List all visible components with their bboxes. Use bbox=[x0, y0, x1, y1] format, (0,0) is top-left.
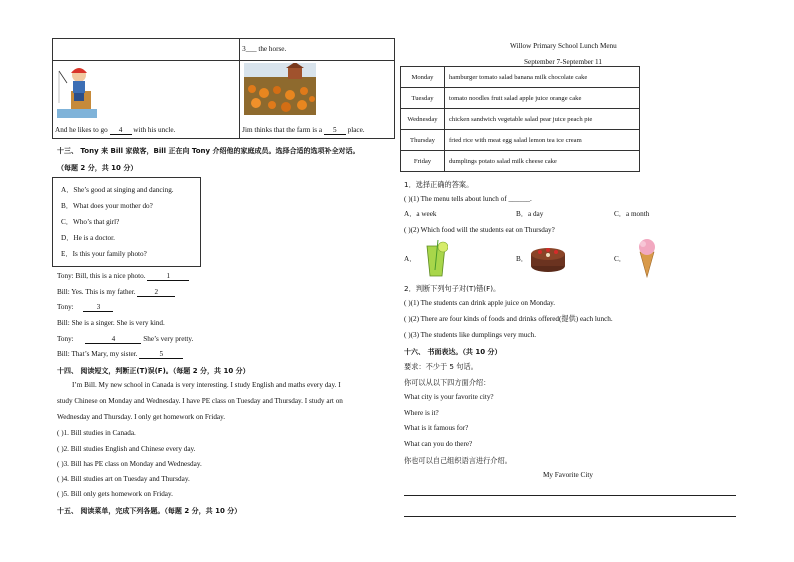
q16-requirement: 要求：不少于 5 句话。 bbox=[404, 362, 478, 371]
menu-food: hamburger tomato salad banana milk chocolate cake bbox=[445, 67, 640, 88]
q15-title: 十五、 阅读菜单，完成下列各题。（每题 2 分，共 10 分） bbox=[57, 507, 242, 515]
mc-q2-option-c[interactable]: C． bbox=[614, 255, 626, 263]
lemon-drink-image bbox=[424, 240, 448, 278]
dialog-line-6: Bill: That’s Mary, my sister. 5 bbox=[57, 351, 183, 359]
tf-right-item-3[interactable]: ( )(3) The students like dumplings very much. bbox=[404, 331, 537, 339]
menu-day: Thursday bbox=[401, 130, 445, 151]
menu-food: chicken sandwich vegetable salad pear juice peach pie bbox=[445, 109, 640, 130]
menu-table bbox=[400, 66, 640, 172]
menu-food: tomato noodles fruit salad apple juice orange cake bbox=[445, 88, 640, 109]
cell-text-fishing: And he likes to go 4 with his uncle. bbox=[55, 126, 176, 134]
answer-blank-3[interactable]: 3 bbox=[83, 304, 113, 312]
mc-q2-option-a[interactable]: A． bbox=[404, 255, 417, 263]
chocolate-cake-image bbox=[530, 244, 566, 274]
menu-day: Wednesday bbox=[401, 109, 445, 130]
tf-item-3[interactable]: ( )3. Bill has PE class on Monday and Wednesday. bbox=[57, 460, 202, 468]
table-row bbox=[401, 67, 640, 88]
mc-question-2[interactable]: ( )(2) Which food will the students eat on Thursday? bbox=[404, 226, 555, 234]
answer-blank-1[interactable]: 1 bbox=[147, 273, 189, 281]
answer-blank-2[interactable]: 2 bbox=[137, 289, 175, 297]
mc-q1-option-c[interactable]: C．a month bbox=[614, 210, 650, 218]
tf-item-2[interactable]: ( )2. Bill studies English and Chinese every day. bbox=[57, 445, 196, 453]
q16-intro: 你可以从以下四方面介绍： bbox=[404, 378, 491, 387]
q14-title: 十四、 阅读短文，判断正(T)误(F)。（每题 2 分，共 10 分） bbox=[57, 367, 250, 375]
table-cell-fishing bbox=[53, 61, 240, 139]
answer-blank-5-dialog[interactable]: 5 bbox=[139, 351, 183, 359]
tf-item-5[interactable]: ( )5. Bill only gets homework on Friday. bbox=[57, 490, 173, 498]
essay-title: My Favorite City bbox=[543, 471, 593, 479]
dialog-line-2: Bill: Yes. This is my father. 2 bbox=[57, 289, 175, 297]
table-cell-empty bbox=[53, 39, 240, 61]
option-b: B．What does your mother do? bbox=[61, 202, 153, 210]
answer-blank-5[interactable]: 5 bbox=[324, 127, 346, 135]
menu-day: Monday bbox=[401, 67, 445, 88]
mc-q1-option-b[interactable]: B．a day bbox=[516, 210, 544, 218]
dialog-line-5: Tony: 4 She’s very pretty. bbox=[57, 335, 194, 343]
menu-day: Friday bbox=[401, 151, 445, 172]
option-d: D．He is a doctor. bbox=[61, 234, 115, 242]
mc-q2-option-b[interactable]: B． bbox=[516, 255, 528, 263]
ice-cream-image bbox=[636, 238, 658, 278]
q16-question-4: What can you do there? bbox=[404, 440, 473, 448]
menu-food: dumplings potato salad milk cheese cake bbox=[445, 151, 640, 172]
tf-right-item-2[interactable]: ( )(2) There are four kinds of foods and drinks offered(提供) each lunch. bbox=[404, 315, 613, 323]
tf-right-item-1[interactable]: ( )(1) The students can drink apple juice on Monday. bbox=[404, 299, 556, 307]
q16-question-1: What city is your favorite city? bbox=[404, 393, 494, 401]
table-cell-horse bbox=[240, 39, 395, 61]
menu-food: fried rice with meat egg salad lemon tea ice cream bbox=[445, 130, 640, 151]
menu-title: Willow Primary School Lunch Menu bbox=[510, 42, 617, 50]
tf-heading: 2．判断下列句子对(T)错(F)。 bbox=[404, 284, 501, 293]
cell-text-farm: Jim thinks that the farm is a 5 place. bbox=[242, 126, 365, 134]
tf-item-1[interactable]: ( )1. Bill studies in Canada. bbox=[57, 429, 136, 437]
tf-item-4[interactable]: ( )4. Bill studies art on Tuesday and Thursday. bbox=[57, 475, 190, 483]
option-e: E．Is this your family photo? bbox=[61, 250, 147, 258]
q16-question-3: What is it famous for? bbox=[404, 424, 469, 432]
table-row bbox=[401, 151, 640, 172]
passage-line-3: Wednesday and Thursday. I only get homework on Friday. bbox=[57, 413, 226, 421]
mc-heading: 1．选择正确的答案。 bbox=[404, 180, 474, 189]
writing-line-1[interactable] bbox=[404, 495, 736, 496]
table-row bbox=[401, 88, 640, 109]
writing-line-2[interactable] bbox=[404, 516, 736, 517]
menu-dates: September 7-September 11 bbox=[524, 58, 602, 66]
mc-question-1[interactable]: ( )(1) The menu tells about lunch of ______. bbox=[404, 195, 532, 203]
table-row bbox=[401, 130, 640, 151]
answer-blank-4[interactable]: 4 bbox=[110, 127, 132, 135]
table-cell-farm bbox=[240, 61, 395, 139]
option-a: A．She’s good at singing and dancing. bbox=[61, 186, 174, 194]
q16-question-2: Where is it? bbox=[404, 409, 439, 417]
dialog-line-4: Bill: She is a singer. She is very kind. bbox=[57, 319, 165, 327]
dialog-line-1: Tony: Bill, this is a nice photo. 1 bbox=[57, 273, 189, 281]
picture-table bbox=[52, 38, 395, 139]
dialog-line-3: Tony: 3 bbox=[57, 304, 113, 312]
mc-q1-option-a[interactable]: A．a week bbox=[404, 210, 437, 218]
q13-title: 十三、 Tony 来 Bill 家做客，Bill 正在向 Tony 介绍他的家庭成员。选择合适的选项补全对话。 bbox=[57, 147, 360, 155]
fishing-boy-image bbox=[57, 63, 97, 118]
options-box bbox=[52, 177, 201, 267]
q16-title: 十六、 书面表达。（共 10 分） bbox=[404, 348, 502, 356]
farm-pumpkins-image bbox=[244, 63, 316, 115]
q13-score: （每题 2 分，共 10 分） bbox=[57, 164, 138, 172]
menu-day: Tuesday bbox=[401, 88, 445, 109]
cell-text-horse: 3___ the horse. bbox=[242, 45, 287, 53]
passage-line-1: I’m Bill. My new school in Canada is very interesting. I study English and maths every day. I bbox=[72, 381, 341, 389]
option-c: C．Who’s that girl? bbox=[61, 218, 120, 226]
passage-line-2: study Chinese on Monday and Wednesday. I have PE class on Tuesday and Thursday. I study art on bbox=[57, 397, 343, 405]
answer-blank-4-dialog[interactable]: 4 bbox=[85, 336, 141, 344]
q16-other: 你也可以自己组织语言进行介绍。 bbox=[404, 456, 512, 465]
table-row bbox=[401, 109, 640, 130]
